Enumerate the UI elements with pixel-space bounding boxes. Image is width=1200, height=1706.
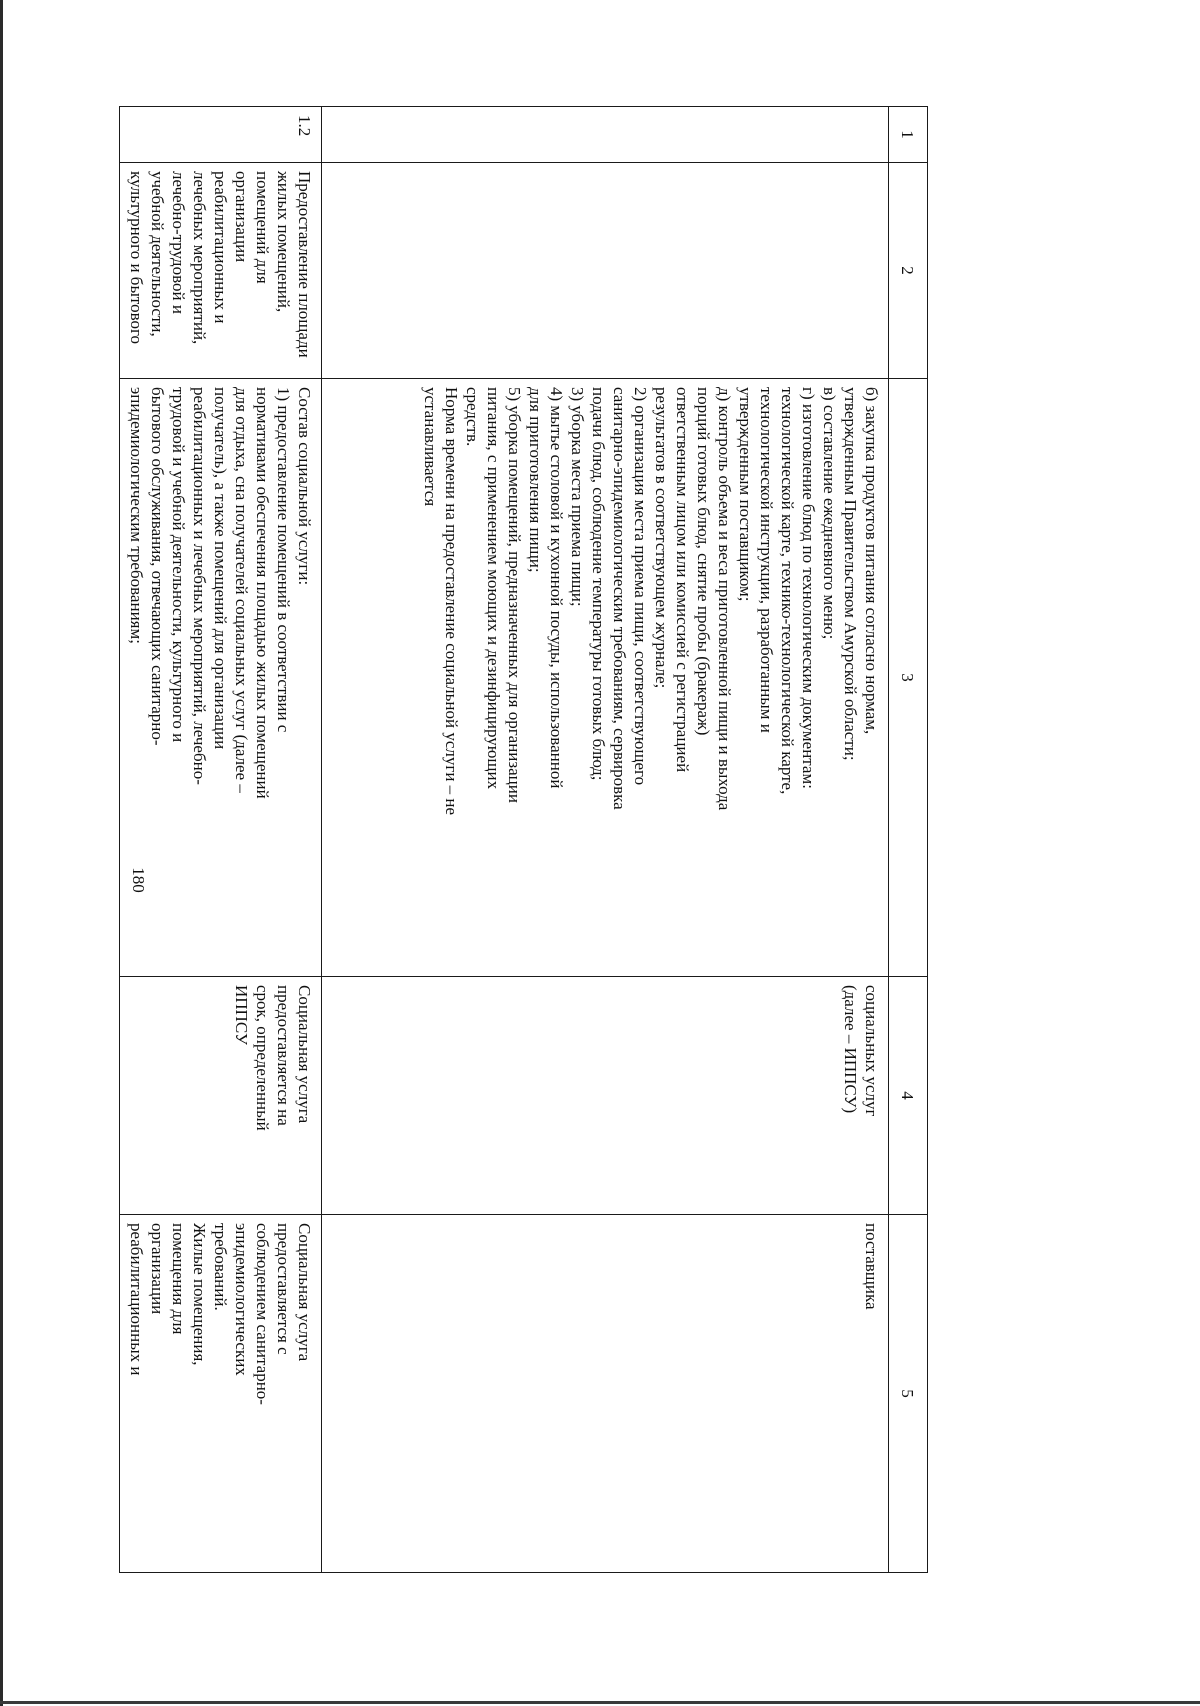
service-term-cell [322,977,889,1215]
cell-text-line: 1) предоставление помещений в соответствии с [274,387,293,733]
cell-text-line: помещений для [253,171,272,284]
cell-text-line: (далее – ИППСУ) [841,985,860,1114]
cell-text-line: технологической инструкции, разработанным и [757,387,776,733]
cell-text-line: Норма времени на предоставление социальной услуги – не [442,387,461,816]
cell-text-line: организации [232,171,251,263]
cell-text-line: эпидемиологических [232,1223,251,1376]
cell-text-line: бытового обслуживания, отвечающих санитарно- [148,387,167,746]
service-content-cell [120,379,322,977]
cell-text-line: ИППСУ [232,985,251,1045]
cell-text-line: жилых помещений, [274,171,293,313]
cell-text-line: социальных услуг [862,985,881,1117]
cell-text-line: реабилитационных и [127,1223,146,1376]
cell-text-line: подачи блюд, соблюдение температуры готовых блюд; [589,387,608,781]
service-name-cell [120,163,322,379]
cell-text-line: реабилитационных и [211,171,230,324]
cell-text-line: учебной деятельности, [148,171,167,337]
cell-text-line: предоставляется на [274,985,293,1126]
table-row [322,107,889,1573]
header-col-4: 4 [889,977,928,1215]
cell-text-line: предоставляется с [274,1223,293,1355]
cell-text-line: Состав социальной услуги: [295,387,314,586]
services-table [119,106,928,1573]
cell-text-line: Социальная услуга [295,1223,314,1362]
cell-text-line: Социальная услуга [295,985,314,1124]
cell-text-line: лечебных мероприятий, [190,171,209,345]
cell-text-line: Предоставление площади [295,171,314,358]
scan-edge-left [0,0,3,1706]
cell-text-line: срок, определенный [253,985,272,1131]
header-col-5: 5 [889,1215,928,1573]
cell-text-line: поставщика [862,1223,881,1310]
service-conditions-cell [120,1215,322,1573]
cell-text-line: 5) уборка помещений, предназначенных для организации [505,387,524,803]
page-number: 180 [129,867,148,893]
cell-text-line: б) закупка продуктов питания согласно нормам, [862,387,881,735]
cell-text-line: г) изготовление блюд по технологическим документам: [799,387,818,789]
cell-text-line: лечебно-трудовой и [169,171,188,314]
row-number-cell: 1.2 [120,107,322,163]
cell-text-line: результатов в соответствующем журнале; [652,387,671,689]
cell-text-line: нормативами обеспечения площадью жилых помещений [253,387,272,799]
cell-text-line: требований. [211,1223,230,1311]
cell-text-line: 4) мытье столовой и кухонной посуды, использованной [547,387,566,789]
cell-text-line: в) составление ежедневного меню; [820,387,839,640]
service-content-cell [322,379,889,977]
cell-text-line: помещения для [169,1223,188,1335]
table-row [120,107,322,1573]
cell-text-line: реабилитационных и лечебных мероприятий, лечебно- [190,387,209,785]
cell-text-line: соблюдением санитарно- [253,1223,272,1405]
service-name-cell [322,163,889,379]
cell-text-line: для отдыха, сна получателей социальных услуг (далее – [232,387,251,793]
cell-text-line: трудовой и учебной деятельности, культурного и [169,387,188,743]
cell-text-line: утвержденным поставщиком; [736,387,755,602]
cell-text-line: организации [148,1223,167,1315]
cell-text-line: устанавливается [421,387,440,507]
cell-text-line: утвержденным Правительством Амурской области; [841,387,860,761]
header-col-3: 3 [889,379,928,977]
table-header-row [889,107,928,1573]
cell-text-line: порций готовых блюд, снятие пробы (бракераж) [694,387,713,736]
cell-text-line: питания, с применением моющих и дезинфицирующих [484,387,503,790]
service-conditions-cell [322,1215,889,1573]
cell-text-line: культурного и бытового [127,171,146,345]
scan-edge-bottom [0,1701,1200,1704]
row-number-cell [322,107,889,163]
header-col-1: 1 [889,107,928,163]
cell-text-line: средств. [463,387,482,447]
cell-text-line: ответственным лицом или комиссией с регистрацией [673,387,692,773]
cell-text-line: 3) уборка места приема пищи; [568,387,587,607]
cell-text-line: Жилые помещения, [190,1223,209,1366]
service-term-cell [120,977,322,1215]
cell-text-line: эпидемиологическим требованиям; [127,387,146,644]
cell-text-line: санитарно-эпидемиологическим требованиям, сервировка [610,387,629,810]
cell-text-line: для приготовления пищи; [526,387,545,573]
header-col-2: 2 [889,163,928,379]
cell-text-line: технологической карте, технико-технологической карте, [778,387,797,795]
cell-text-line: 2) организация места приема пищи, соответствующего [631,387,650,786]
cell-text-line: д) контроль объема и веса приготовленной пищи и выхода [715,387,734,811]
cell-text-line: получатель), а также помещений для организации [211,387,230,750]
